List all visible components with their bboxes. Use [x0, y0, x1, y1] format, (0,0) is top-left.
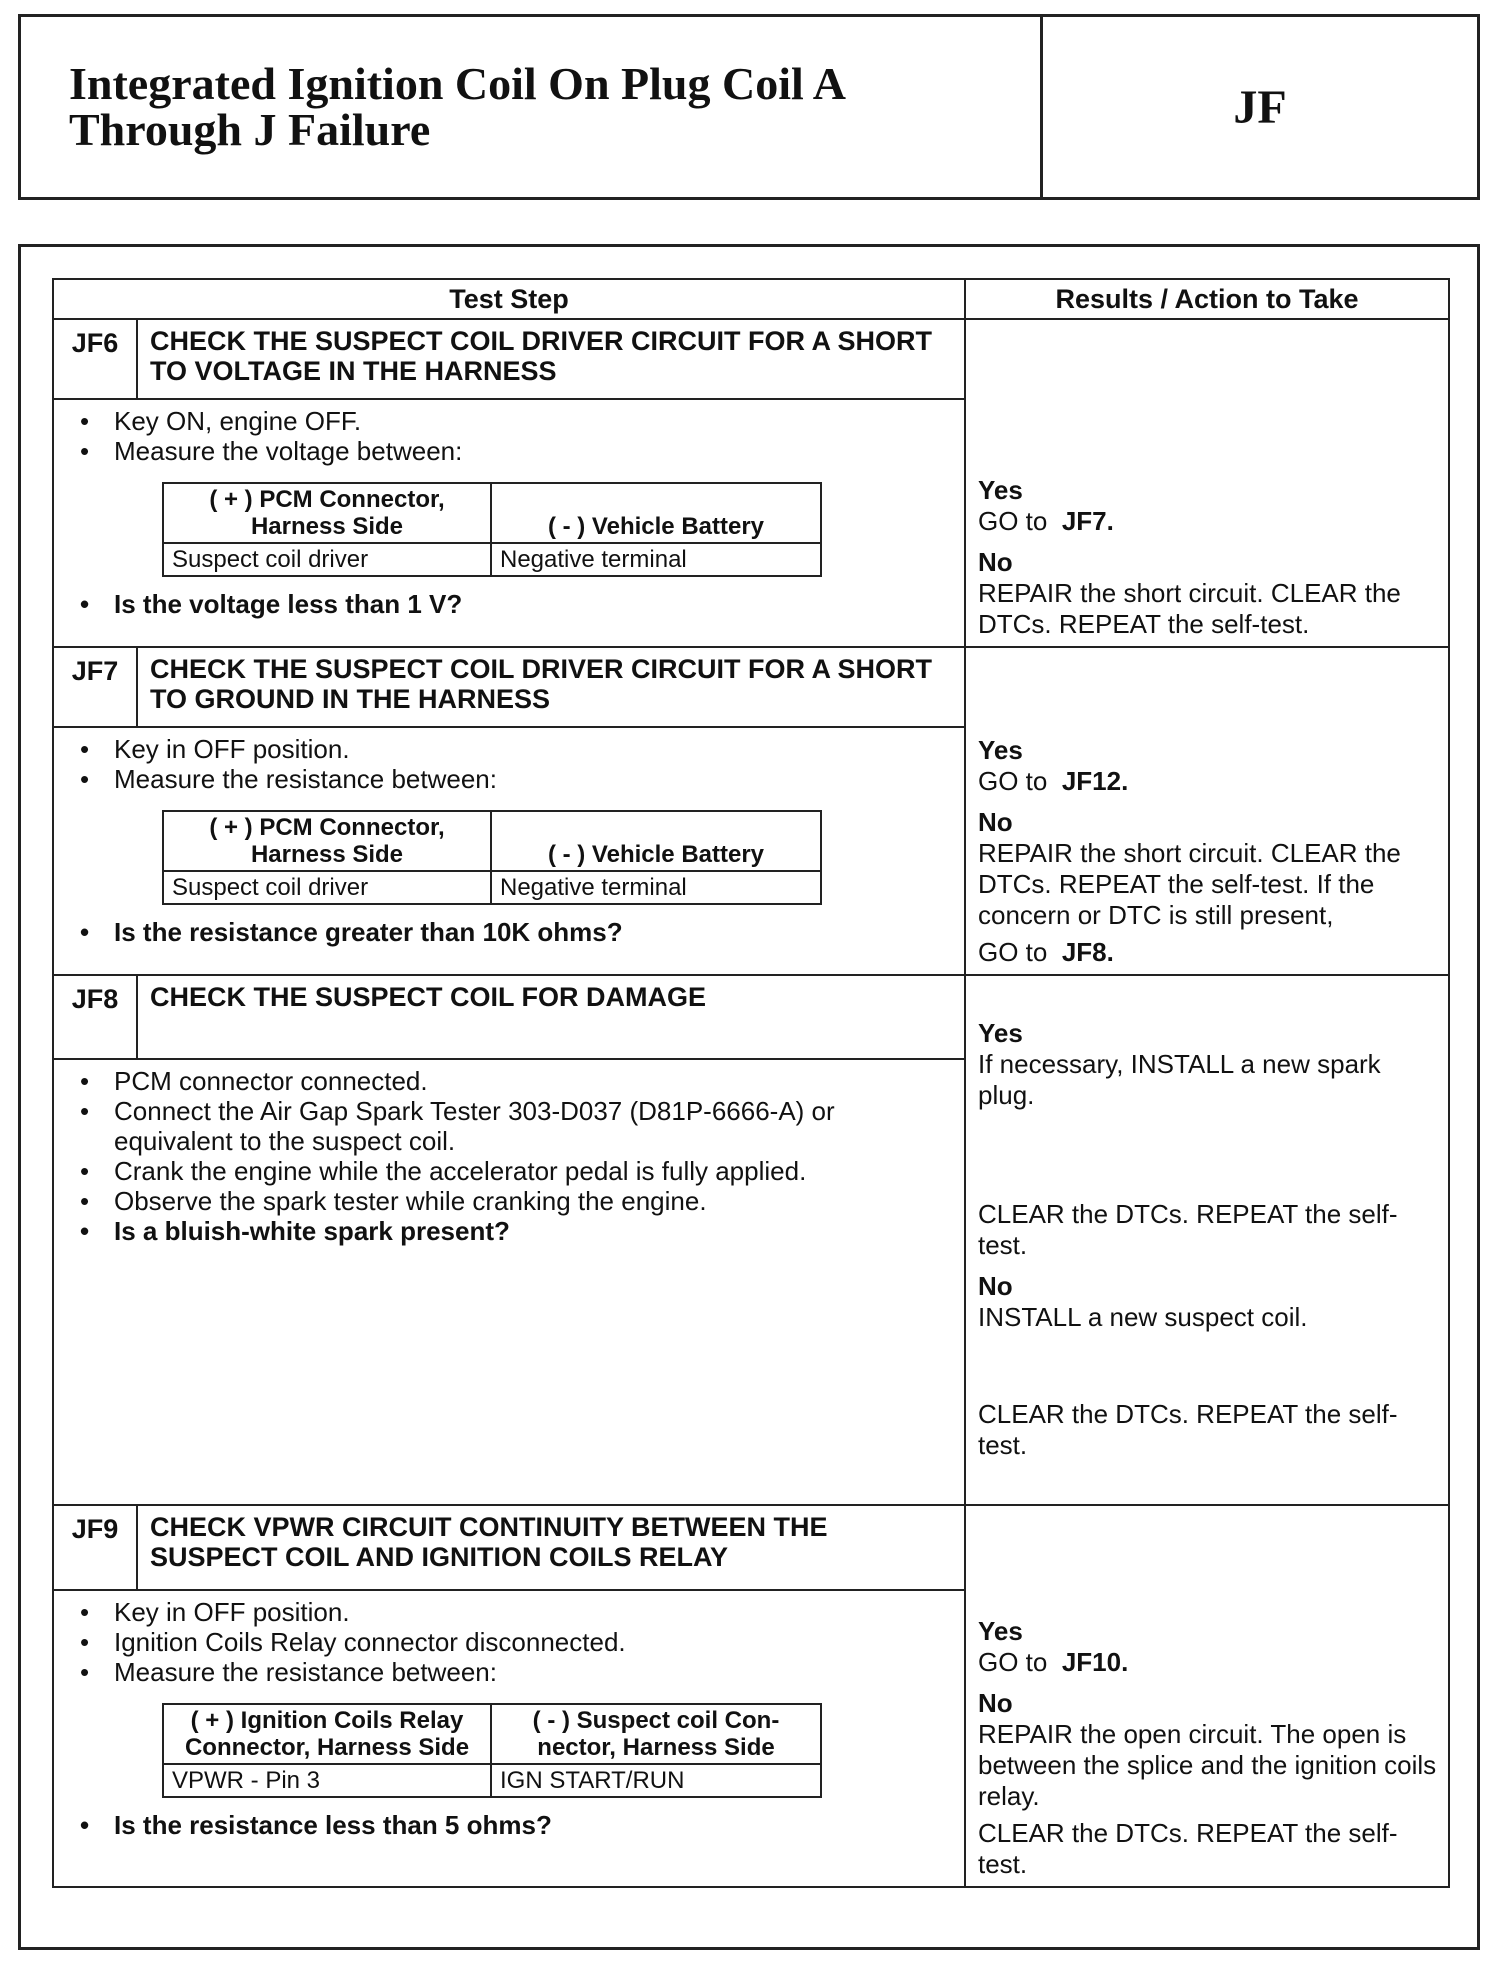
bullet: • Key ON, engine OFF.	[114, 406, 954, 436]
no-text: INSTALL a new suspect coil.	[978, 1302, 1308, 1332]
step-heading: CHECK THE SUSPECT COIL FOR DAMAGE	[137, 975, 965, 1059]
yes-text: GO to	[978, 506, 1048, 536]
measurement-table	[162, 810, 822, 905]
sub-header-plus: ( + ) Ignition Coils Relay Connector, Harness Side	[163, 1704, 491, 1764]
no-label: No	[978, 547, 1013, 577]
no-label: No	[978, 1271, 1013, 1301]
title-line-2: Through J Failure	[69, 104, 431, 155]
yes-label: Yes	[978, 475, 1023, 505]
sub-cell-minus: Negative terminal	[491, 871, 821, 904]
yes-text: GO to	[978, 766, 1048, 796]
section-code: JF	[1233, 80, 1287, 134]
step-jf7-head-row	[53, 647, 1449, 727]
step-results	[965, 647, 1449, 975]
bullet: • Measure the resistance between:	[114, 1657, 954, 1687]
step-id: JF7	[53, 647, 137, 727]
bullet: • Key in OFF position.	[114, 734, 954, 764]
yes-label: Yes	[978, 1018, 1023, 1048]
step-question: • Is the resistance greater than 10K ohms?	[114, 917, 954, 947]
step-heading: CHECK THE SUSPECT COIL DRIVER CIRCUIT FOR A SHORT TO VOLTAGE IN THE HARNESS	[137, 319, 965, 399]
yes-ref: JF12.	[1061, 766, 1129, 796]
step-heading: CHECK VPWR CIRCUIT CONTINUITY BETWEEN THE SUSPECT COIL AND IGNITION COILS RELAY	[137, 1505, 965, 1590]
yes-text-2: CLEAR the DTCs. REPEAT the self-test.	[978, 1199, 1398, 1260]
step-question: • Is the voltage less than 1 V?	[114, 589, 954, 619]
no-text: REPAIR the open circuit. The open is between the splice and the ignition coils relay.	[978, 1719, 1437, 1811]
sub-cell-minus: Negative terminal	[491, 543, 821, 576]
yes-ref: JF7.	[1061, 506, 1114, 536]
step-results	[965, 1505, 1449, 1887]
sub-header-plus: ( + ) PCM Connector, Harness Side	[163, 483, 491, 543]
no-text: REPAIR the short circuit. CLEAR the DTCs. REPEAT the self-test. If the concern or DTC is still present,	[978, 838, 1401, 930]
bullet: • Measure the voltage between:	[114, 436, 954, 466]
step-body	[53, 1059, 965, 1505]
step-results	[965, 975, 1449, 1505]
bullet: • PCM connector connected.	[114, 1066, 954, 1096]
measurement-table	[162, 1703, 822, 1798]
no-text-2: CLEAR the DTCs. REPEAT the self-test.	[978, 1399, 1398, 1460]
no-label: No	[978, 807, 1013, 837]
sub-header-plus: ( + ) PCM Connector, Harness Side	[163, 811, 491, 871]
sub-cell-minus: IGN START/RUN	[491, 1764, 821, 1797]
no-label: No	[978, 1688, 1013, 1718]
sub-cell-plus: Suspect coil driver	[163, 871, 491, 904]
no-ref: JF8.	[1061, 937, 1114, 967]
step-heading: CHECK THE SUSPECT COIL DRIVER CIRCUIT FOR A SHORT TO GROUND IN THE HARNESS	[137, 647, 965, 727]
no-text: REPAIR the short circuit. CLEAR the DTCs. REPEAT the self-test.	[978, 578, 1401, 639]
sub-cell-plus: VPWR - Pin 3	[163, 1764, 491, 1797]
test-step-table	[52, 278, 1450, 1888]
title-line-1: Integrated Ignition Coil On Plug Coil A	[69, 58, 846, 109]
bullet: • Crank the engine while the accelerator pedal is fully applied.	[114, 1156, 954, 1186]
bullet: • Observe the spark tester while cranking the engine.	[114, 1186, 954, 1216]
step-jf6-head-row	[53, 319, 1449, 399]
sub-header-minus: ( - ) Suspect coil Con-nector, Harness Side	[491, 1704, 821, 1764]
step-body	[53, 1590, 965, 1887]
yes-text: If necessary, INSTALL a new spark plug.	[978, 1049, 1381, 1110]
no-text-2: GO to	[978, 937, 1048, 967]
yes-ref: JF10.	[1061, 1647, 1129, 1677]
yes-text: GO to	[978, 1647, 1048, 1677]
col-results: Results / Action to Take	[965, 279, 1449, 319]
page-title	[21, 17, 1043, 197]
yes-label: Yes	[978, 735, 1023, 765]
step-question: • Is the resistance less than 5 ohms?	[114, 1810, 954, 1840]
yes-label: Yes	[978, 1616, 1023, 1646]
bullet: • Ignition Coils Relay connector disconnected.	[114, 1627, 954, 1657]
sub-cell-plus: Suspect coil driver	[163, 543, 491, 576]
step-id: JF6	[53, 319, 137, 399]
step-id: JF9	[53, 1505, 137, 1590]
step-jf9-head-row	[53, 1505, 1449, 1590]
measurement-table	[162, 482, 822, 577]
no-text-2: CLEAR the DTCs. REPEAT the self-test.	[978, 1818, 1398, 1879]
bullet: • Connect the Air Gap Spark Tester 303-D037 (D81P-6666-A) or equivalent to the suspect coil.	[114, 1096, 954, 1156]
sub-header-minus: ( - ) Vehicle Battery	[491, 483, 821, 543]
table-header-row	[53, 279, 1449, 319]
sub-header-minus: ( - ) Vehicle Battery	[491, 811, 821, 871]
step-id: JF8	[53, 975, 137, 1059]
bullet: • Key in OFF position.	[114, 1597, 954, 1627]
page-header	[18, 14, 1480, 200]
col-test-step: Test Step	[53, 279, 965, 319]
step-body	[53, 727, 965, 975]
step-body	[53, 399, 965, 647]
step-question: • Is a bluish-white spark present?	[114, 1216, 954, 1246]
step-results	[965, 319, 1449, 647]
bullet: • Measure the resistance between:	[114, 764, 954, 794]
step-jf8-head-row	[53, 975, 1449, 1059]
